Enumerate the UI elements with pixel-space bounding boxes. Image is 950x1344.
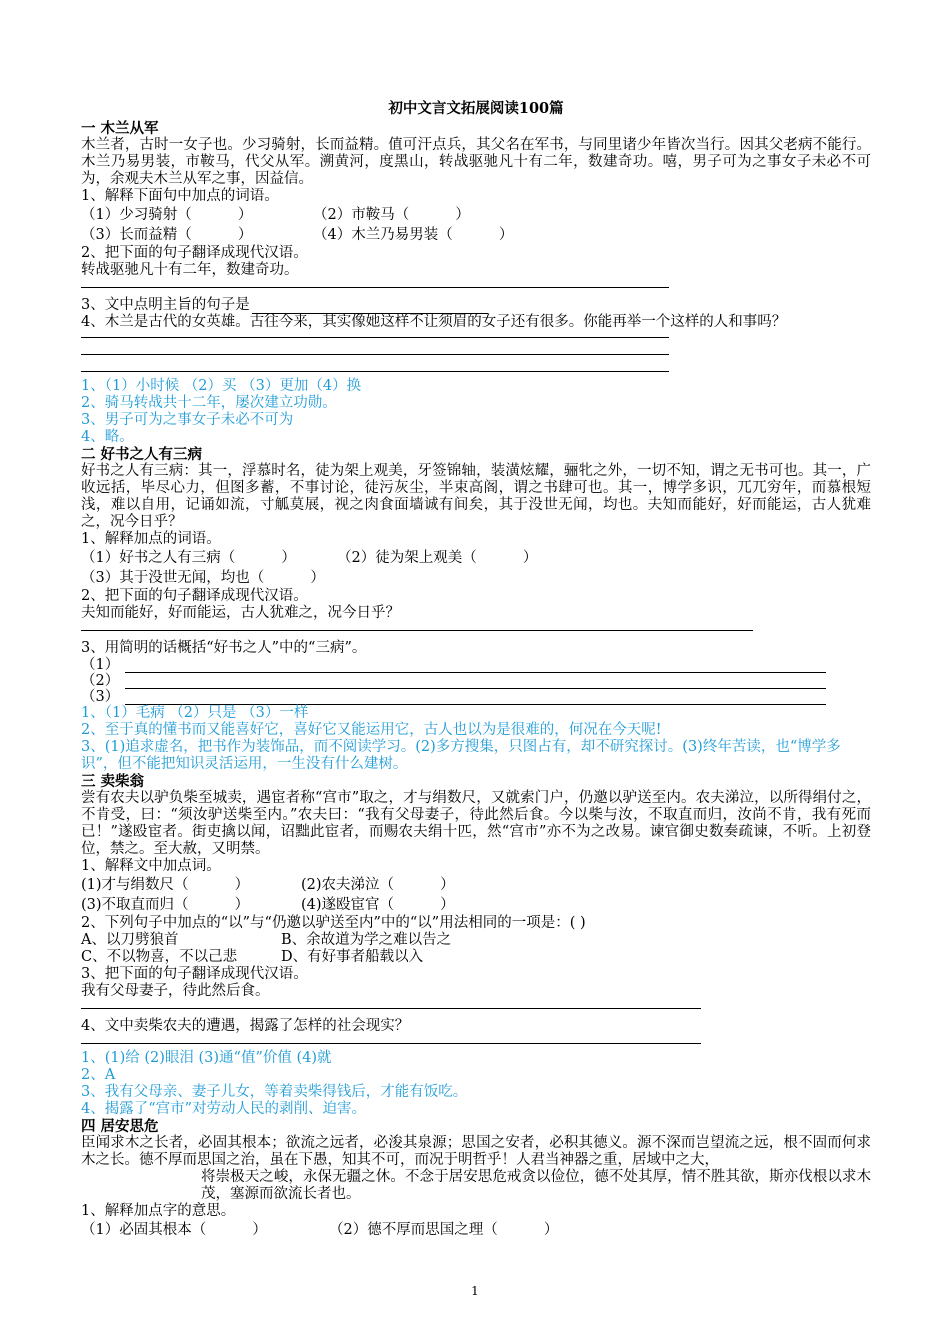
answer-line-1 xyxy=(81,657,871,673)
answer-line: 3、(1)追求虚名，把书作为装饰品，而不阅读学习。(2)多方搜集，只图占有，却不研究探讨。(3)终年苦读，也“博学多识”，但不能把知识灵活运用，一生没有什么建树。 xyxy=(81,739,841,772)
question-row xyxy=(81,1220,871,1240)
question-item: （3）其于没世无闻，均也（ ） xyxy=(81,570,325,586)
question-2: 2、把下面的句子翻译成现代汉语。 xyxy=(81,245,308,261)
option-c[interactable]: C、不以物喜，不以己悲 xyxy=(81,949,238,965)
question-4: 4、文中卖柴农夫的遭遇，揭露了怎样的社会现实？ xyxy=(81,1018,410,1034)
question-3 xyxy=(81,297,871,314)
passage-text: 好书之人有三病：其一，浮慕时名，徒为架上观美，牙签锦轴，装潢炫耀，骊牝之外，一切不知，谓之无书可也。其一，广收远括，毕尽心力，但图多蓄，不事讨论，徒污灰尘，半束高阁，谓之书肆可也。其一，博学多识，兀兀穷年，而慕根短浅，难以自用，记诵如流，寸觚莫展，视之肉食面墙诚有间矣，其于没世无闻，均也。夫知而能好，好而能运，古人犹难之，况今日乎？ xyxy=(81,463,871,530)
translate-sentence: 我有父母妻子，待此然后食。 xyxy=(81,983,270,999)
question-row xyxy=(81,205,871,225)
option-b[interactable]: B、余故道为学之难以告之 xyxy=(281,932,452,948)
section-heading: 四 居安思危 xyxy=(81,1118,159,1135)
question-item: （2）德不厚而思国之理（ ） xyxy=(329,1222,559,1238)
answer-line: 1、（1）毛病 （2）只是 （3）一样 xyxy=(81,705,309,721)
document-page xyxy=(81,100,871,1240)
answer-blank-line[interactable] xyxy=(252,299,488,314)
page-number: 1 xyxy=(471,1284,479,1298)
answer-blank-line[interactable] xyxy=(81,348,669,355)
item-label: （1） xyxy=(81,657,120,673)
question-item: (1)才与绢数尺（ ） xyxy=(81,877,250,893)
question-3: 3、用简明的话概括“好书之人”中的“三病”。 xyxy=(81,640,367,656)
answer-line: 1、(1)给 (2)眼泪 (3)通“值”价值 (4)就 xyxy=(81,1050,332,1066)
question-item: （2）市鞍马（ ） xyxy=(313,207,470,223)
answer-line-2 xyxy=(81,673,871,689)
question-row xyxy=(81,895,871,915)
section-heading: 二 好书之人有三病 xyxy=(81,446,203,463)
answer-line: 2、A xyxy=(81,1067,116,1083)
question-1: 1、解释文中加点词。 xyxy=(81,858,221,874)
answer-line: 2、骑马转战共十二年，屡次建立功勋。 xyxy=(81,395,337,411)
section-heading: 三 卖柴翁 xyxy=(81,773,145,790)
answer-line: 4、略。 xyxy=(81,429,134,445)
question-item: （1）少习骑射（ ） xyxy=(81,207,253,223)
answer-blank-line[interactable] xyxy=(81,622,753,631)
section-book-lovers xyxy=(81,446,871,773)
section-heading: 一 木兰从军 xyxy=(81,120,159,137)
question-3: 3、把下面的句子翻译成现代汉语。 xyxy=(81,966,308,982)
question-1: 1、解释下面句中加点的词语。 xyxy=(81,188,279,204)
question-2: 2、下列句子中加点的“以”与“仍邀以驴送至内”中的“以”用法相同的一项是：( ) xyxy=(81,915,586,931)
option-row xyxy=(81,932,871,949)
section-firewood-seller xyxy=(81,773,871,1118)
question-row xyxy=(81,548,871,568)
question-item: （1）好书之人有三病（ ） xyxy=(81,550,296,566)
answer-line: 3、男子可为之事女子未必不可为 xyxy=(81,412,294,428)
answer-line: 3、我有父母亲、妻子儿女，等着卖柴得钱后，才能有饭吃。 xyxy=(81,1084,468,1100)
question-row xyxy=(81,225,871,245)
question-item: （2）徒为架上观美（ ） xyxy=(337,550,538,566)
section-think-of-danger xyxy=(81,1118,871,1240)
item-label: （2） xyxy=(81,673,120,689)
passage-text: 木兰者，古时一女子也。少习骑射，长而益精。值可汗点兵，其父名在军书，与同里诸少年皆次当行。因其父老病不能行。木兰乃易男装，市鞍马，代父从军。溯黄河，度黑山，转战驱驰凡十有二年，数建奇功。嘻，男子可为之事女子未必不可为，余观夫木兰从军之事，因益信。 xyxy=(81,137,871,187)
answer-line: 1、（1）小时候 （2）买 （3）更加（4）换 xyxy=(81,378,362,394)
passage-text: 尝有农夫以驴负柴至城卖，遇宦者称“宫市”取之，才与绢数尺，又就索门户，仍邀以驴送至内。农夫涕泣，以所得绢付之，不肯受，曰：“须汝驴送柴至内。”农夫曰：“我有父母妻子，待此然后食。今以柴与汝，不取直而归，汝尚不肯，我有死而已！”遂殴宦者。街吏擒以闻，诏黜此宦者，而赐农夫绢十匹，然“宫市”亦不为之改易。谏官御史数奏疏谏，不听。上初登位，禁之。至大赦，又明禁。 xyxy=(81,790,871,857)
question-item: （4）木兰乃易男装（ ） xyxy=(313,227,514,243)
item-label: （3） xyxy=(81,689,120,705)
question-1: 1、解释加点的词语。 xyxy=(81,531,221,547)
question-item: (4)遂殴宦官（ ） xyxy=(301,897,455,913)
passage-text-continued: 将崇极天之峻，永保无疆之休。不念于居安思危戒贪以俭位，德不处其厚，情不胜其欲，斯亦伐根以求木茂，塞源而欲流长者也。 xyxy=(201,1169,871,1202)
answer-blank-line[interactable] xyxy=(81,279,669,288)
question-2: 2、把下面的句子翻译成现代汉语。 xyxy=(81,588,308,604)
answer-line: 2、至于真的懂书而又能喜好它，喜好它又能运用它，古人也以为是很难的，何况在今天呢! xyxy=(81,722,662,738)
option-row xyxy=(81,949,871,966)
answer-line-3 xyxy=(81,689,871,705)
answer-blank-line[interactable] xyxy=(81,365,669,372)
question-row xyxy=(81,568,871,588)
question-item: (2)农夫涕泣（ ） xyxy=(301,877,455,893)
answer-blank-line[interactable] xyxy=(81,1035,701,1044)
question-item: （1）必固其根本（ ） xyxy=(81,1222,267,1238)
translate-sentence: 转战驱驰凡十有二年，数建奇功。 xyxy=(81,262,299,278)
question-row xyxy=(81,875,871,895)
question-item: (3)不取直而归（ ） xyxy=(81,897,250,913)
question-4: 4、木兰是古代的女英雄。古往今来，其实像她这样不让须眉的女子还有很多。你能再举一个这样的人和事吗？ xyxy=(81,314,787,330)
answer-blank-line[interactable] xyxy=(125,659,826,673)
section-mulan xyxy=(81,120,871,446)
option-a[interactable]: A、以刀劈狼首 xyxy=(81,932,179,948)
document-title: 初中文言文拓展阅读100篇 xyxy=(388,100,564,117)
option-d[interactable]: D、有好事者船载以入 xyxy=(281,949,424,965)
answer-blank-line[interactable] xyxy=(81,1000,701,1009)
passage-text: 臣闻求木之长者，必固其根本；欲流之远者，必浚其泉源；思国之安者，必积其德义。源不深而岂望流之远，根不固而何求木之长。德不厚而思国之治，虽在下愚，知其不可，而况于明哲乎！人君当神器之重，居域中之大， xyxy=(81,1135,871,1168)
question-item: （3）长而益精（ ） xyxy=(81,227,253,243)
question-text: 3、文中点明主旨的句子是 xyxy=(81,297,250,313)
answer-line: 4、揭露了“宫市”对劳动人民的剥削、迫害。 xyxy=(81,1101,367,1117)
translate-sentence: 夫知而能好，好而能运，古人犹难之，况今日乎？ xyxy=(81,605,400,621)
answer-blank-line[interactable] xyxy=(125,675,826,689)
question-1: 1、解释加点字的意思。 xyxy=(81,1203,236,1219)
answer-blank-line[interactable] xyxy=(125,691,826,705)
answer-blank-line[interactable] xyxy=(81,331,669,338)
